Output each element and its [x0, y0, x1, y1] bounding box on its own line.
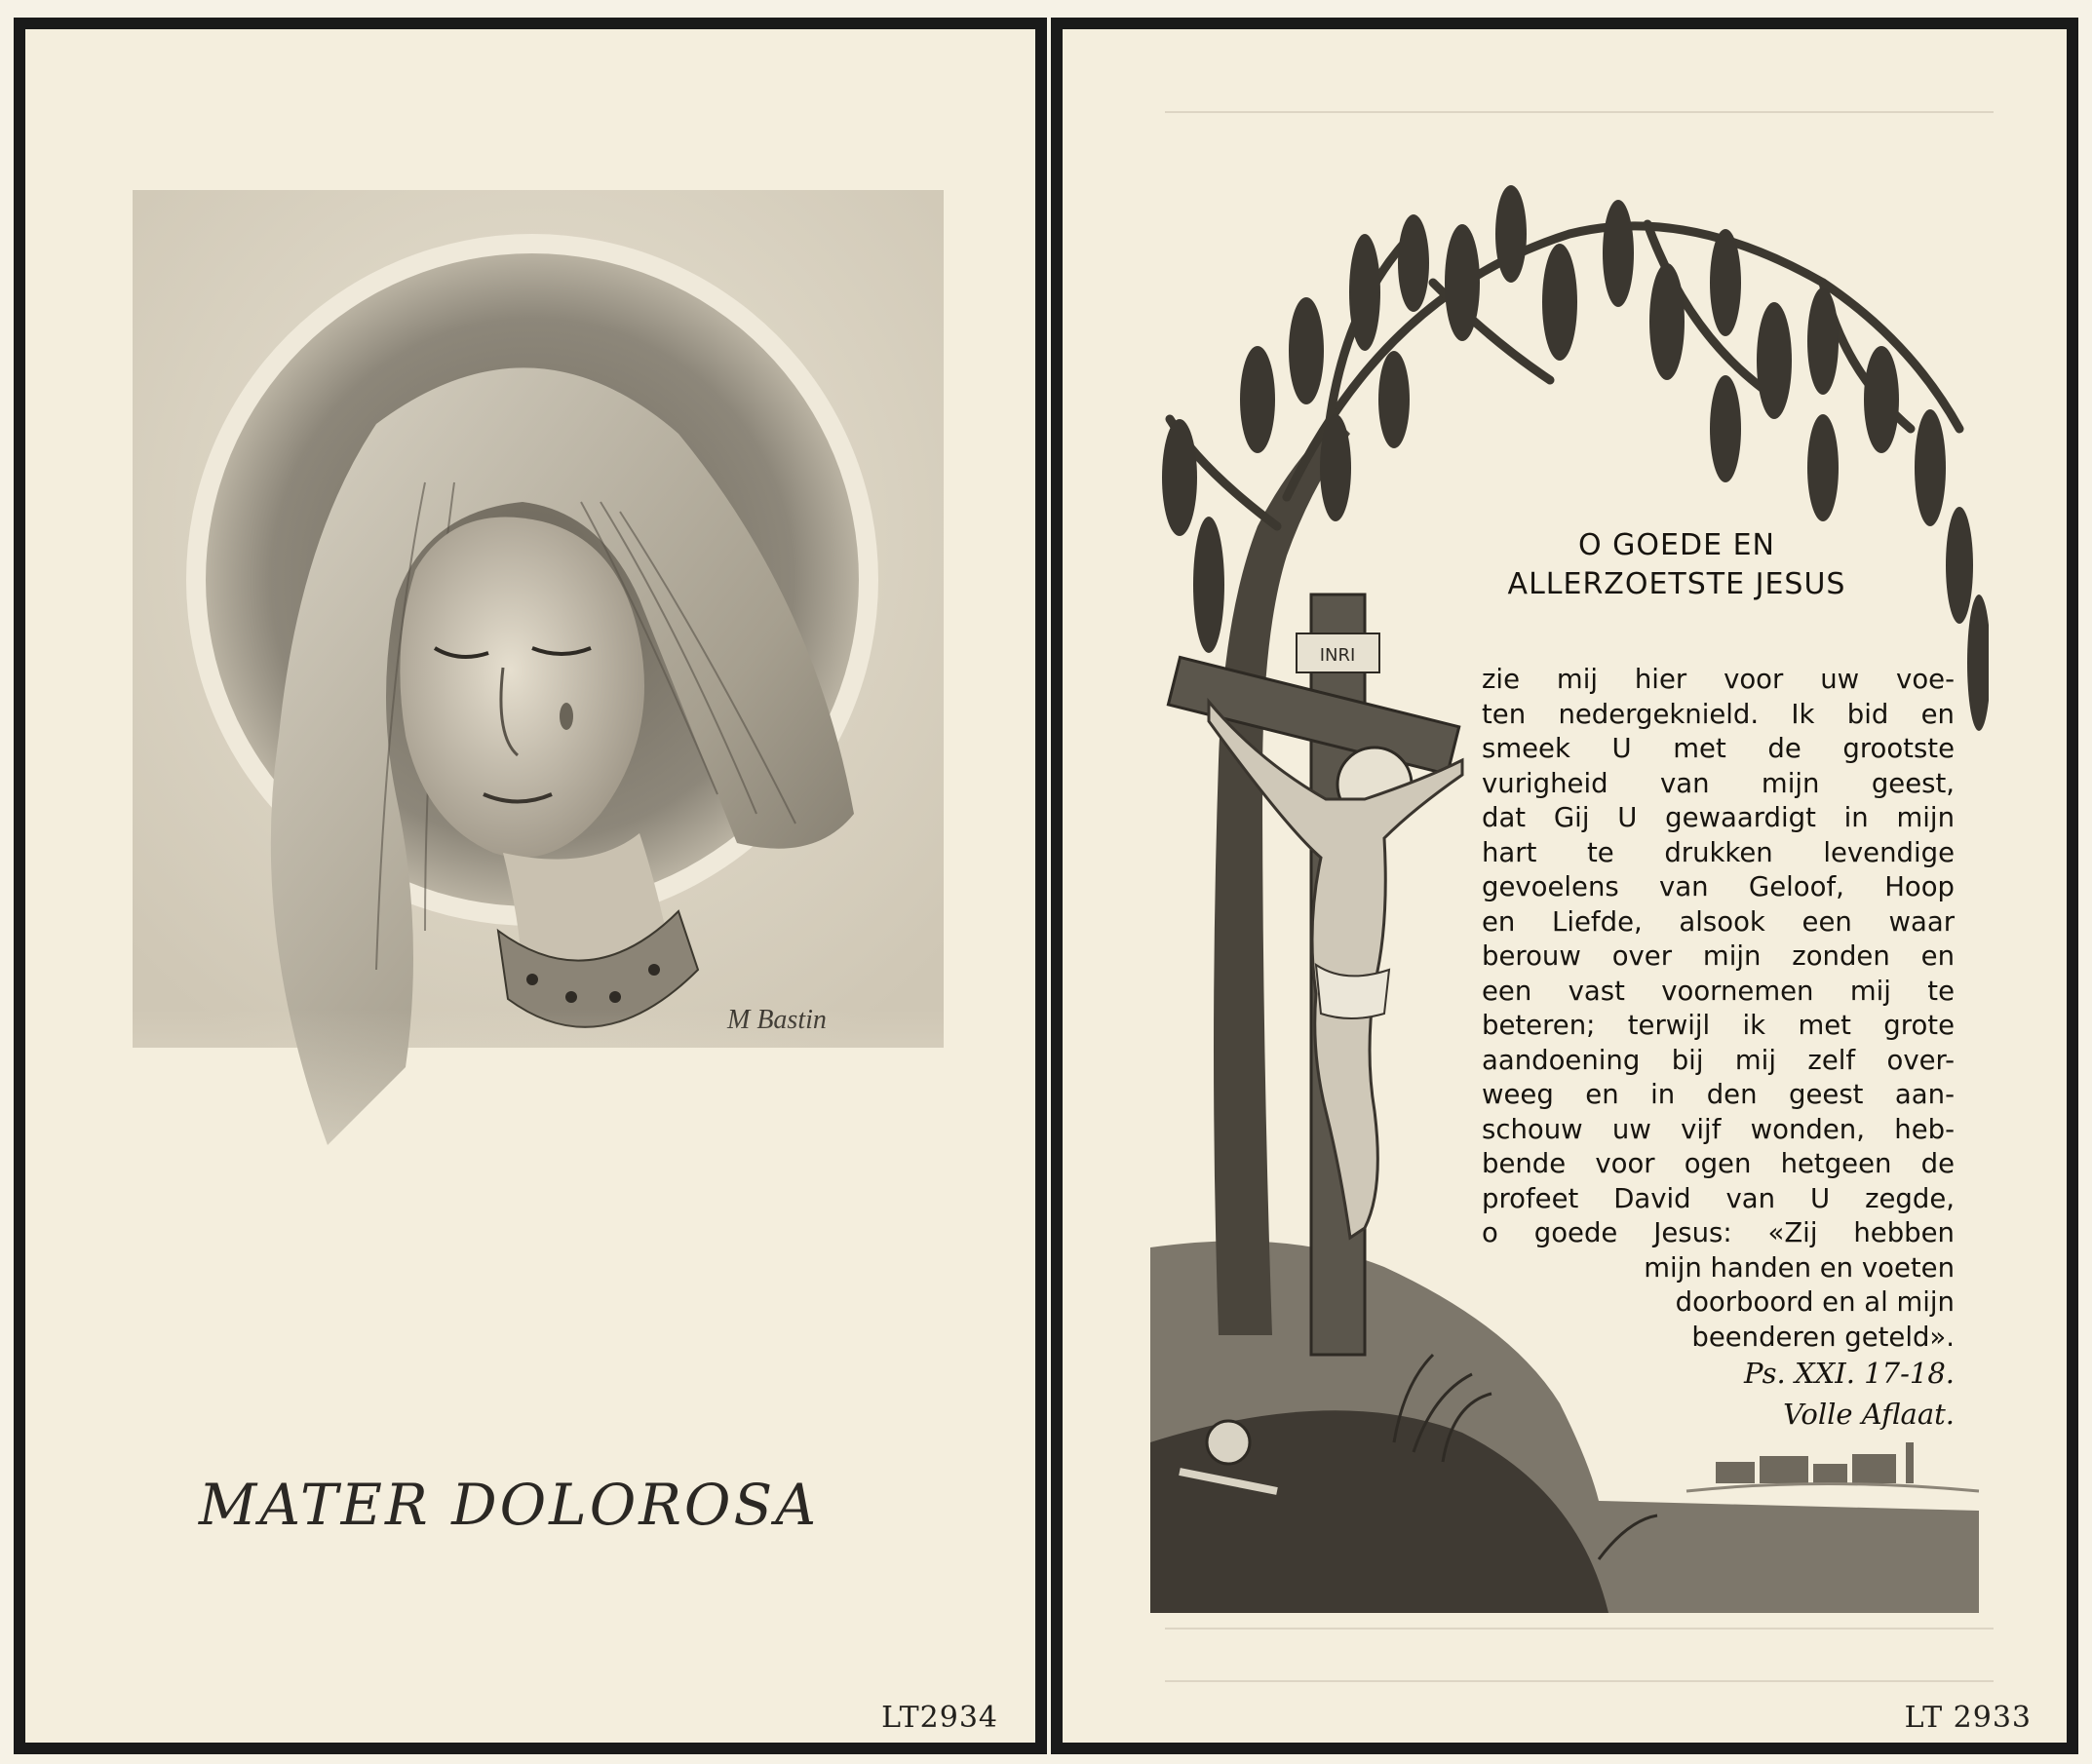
prayer-line: aandoening bij mij zelf over-: [1482, 1044, 1955, 1076]
prayer-line: bende voor ogen hetgeen de: [1482, 1148, 1955, 1179]
psalm-reference: Ps. XXI. 17-18.: [1743, 1357, 1955, 1390]
bleed-through-footer: [1165, 1628, 1994, 1682]
prayer-line: weeg en in den geest aan-: [1482, 1079, 1955, 1110]
card-right: [1051, 18, 2078, 1754]
prayer-line: beteren; terwijl ik met grote: [1482, 1010, 1955, 1041]
print-code-left: LT2934: [881, 1701, 998, 1735]
prayer-line: vurigheid van mijn geest,: [1482, 767, 1955, 799]
prayer-title: [1462, 526, 1891, 604]
print-code-right: LT 2933: [1904, 1701, 2032, 1735]
mater-dolorosa-portrait: [133, 190, 944, 1277]
prayer-line: een vast voornemen mij te: [1482, 975, 1955, 1007]
prayer-line: berouw over mijn zonden en: [1482, 940, 1955, 972]
prayer-reference: [1482, 1353, 1955, 1435]
prayer-line: smeek U met de grootste: [1482, 733, 1955, 764]
bleed-through-header: [1165, 97, 1994, 113]
prayer-line: zie mij hier voor uw voe-: [1482, 664, 1955, 695]
prayer-text: [1482, 663, 1955, 1355]
prayer-title-line: O GOEDE EN: [1578, 528, 1775, 562]
card-title: MATER DOLOROSA: [198, 1472, 820, 1538]
prayer-line: dat Gij U gewaardigt in mijn: [1482, 802, 1955, 833]
prayer-line: o goede Jesus: «Zij hebben: [1482, 1217, 1955, 1248]
prayer-line: profeet David van U zegde,: [1482, 1182, 1955, 1214]
cross-inscription: INRI: [1319, 645, 1356, 666]
prayer-line: en Liefde, alsook een waar: [1482, 905, 1955, 938]
prayer-line: mijn handen en voeten: [1644, 1251, 1955, 1284]
prayer-line: beenderen geteld».: [1691, 1321, 1955, 1353]
indulgence-note: Volle Aflaat.: [1783, 1398, 1955, 1431]
prayer-line: gevoelens van Geloof, Hoop: [1482, 871, 1955, 902]
prayer-line: schouw uw vijf wonden, heb-: [1482, 1113, 1955, 1145]
prayer-line: ten nedergeknield. Ik bid en: [1482, 698, 1955, 730]
card-left: [14, 18, 1047, 1754]
prayer-line: hart te drukken levendige: [1482, 836, 1955, 868]
prayer-title-line: ALLERZOETSTE JESUS: [1507, 567, 1846, 601]
prayer-line: doorboord en al mijn: [1675, 1286, 1955, 1318]
